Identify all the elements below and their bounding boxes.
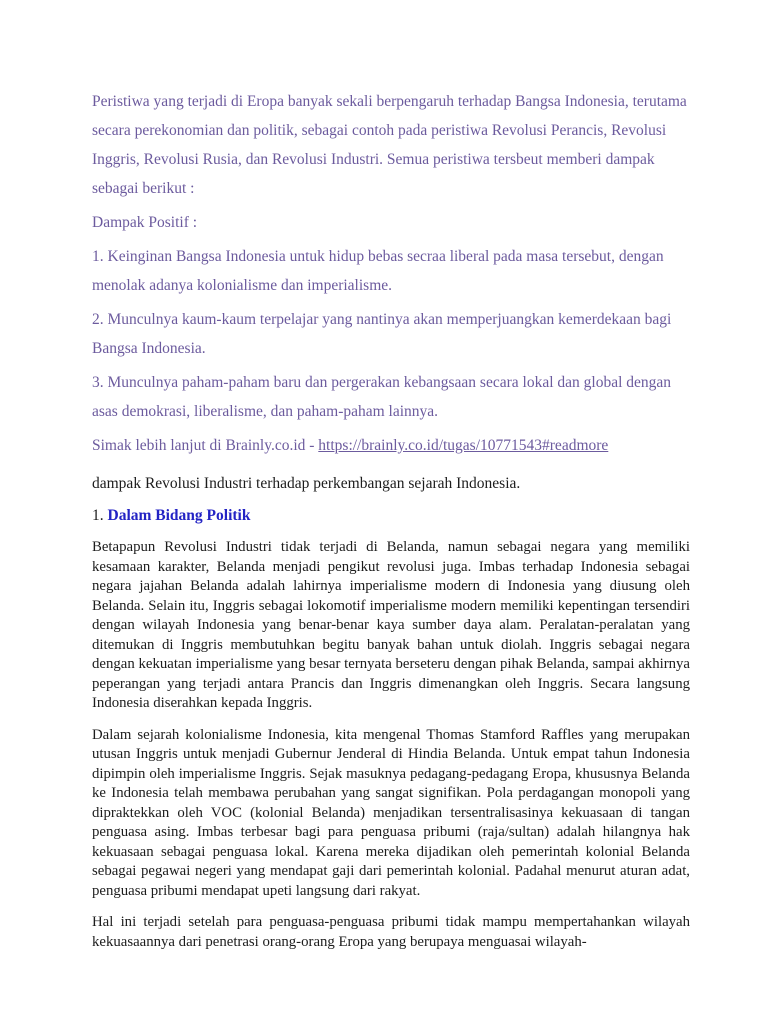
- section-heading: [92, 505, 690, 527]
- heading-title: Dalam Bidang Politik: [107, 507, 251, 524]
- positive-impact-item-2: 2. Munculnya kaum-kaum terpelajar yang nantinya akan memperjuangkan kemerdekaan bagi Bangsa Indonesia.: [92, 311, 672, 357]
- brainly-link[interactable]: https://brainly.co.id/tugas/10771543#readmore: [318, 437, 609, 454]
- body-paragraph-2: Dalam sejarah kolonialisme Indonesia, kita mengenal Thomas Stamford Raffles yang merupakan utusan Inggris untuk menjadi Gubernur Jenderal di Hindia Belanda. Untuk empat tahun Indonesia dipimpin oleh imperialisme Inggris. Sejak masuknya pedagang-pedagang Eropa, khususnya Belanda ke Indonesia telah membawa perubahan yang sangat signifikan. Pola perdagangan monopoli yang dipraktekkan oleh VOC (kolonial Belanda) menjadikan tersentralisasinya kekuasaan di tangan penguasa asing. Imbas terbesar bagi para penguasa pribumi (raja/sultan) adalah hilangnya hak kekuasaan sebagai penguasa lokal. Karena mereka dijadikan oleh pemerintah kolonial Belanda sebagai pegawai negeri yang mendapat gaji dari pemerintah kolonial. Padahal menurut aturan adat, penguasa pribumi mendapat upeti langsung dari rakyat.: [92, 726, 690, 899]
- positive-impact-item-1: 1. Keinginan Bangsa Indonesia untuk hidup bebas secraa liberal pada masa tersebut, dengan menolak adanya kolonialisme dan imperialisme.: [92, 248, 664, 294]
- body-paragraph-1: Betapapun Revolusi Industri tidak terjadi di Belanda, namun sebagai negara yang memiliki kesamaan karakter, Belanda menjadi pengikut revolusi juga. Imbas terhadap Indonesia sebagai negara jajahan Belanda adalah lahirnya imperialisme modern di Indonesia yang diusung oleh Belanda. Selain itu, Inggris sebagai lokomotif imperialisme modern memiliki kepentingan tersendiri dengan wilayah Indonesia yang benar-benar kaya sumber daya alam. Peralatan-peralatan yang ditemukan di Inggris membutuhkan begitu banyak bahan untuk diolah. Inggris sebagai negara dengan kekuatan imperialisme yang besar ternyata berseteru dengan pihak Belanda, sampai akhirnya peperangan yang terjadi antara Prancis dan Inggris dimenangkan oleh Inggris. Secara langsung Indonesia diserahkan kepada Inggris.: [92, 539, 690, 711]
- section-lead: dampak Revolusi Industri terhadap perkembangan sejarah Indonesia.: [92, 475, 521, 492]
- body-paragraph-3: Hal ini terjadi setelah para penguasa-penguasa pribumi tidak mampu mempertahankan wilayah kekuasaannya dari penetrasi orang-orang Eropa yang berupaya menguasai wilayah-: [92, 914, 690, 950]
- positive-impact-label: Dampak Positif :: [92, 214, 198, 231]
- intro-paragraph: Peristiwa yang terjadi di Eropa banyak sekali berpengaruh terhadap Bangsa Indonesia, terutama secara perekonomian dan politik, sebagai contoh pada peristiwa Revolusi Perancis, Revolusi Inggris, Revolusi Rusia, dan Revolusi Industri. Semua peristiwa tersbeut memberi dampak sebagai berikut :: [92, 93, 687, 197]
- heading-number: 1.: [92, 507, 108, 524]
- source-prefix: Simak lebih lanjut di Brainly.co.id -: [92, 437, 319, 454]
- positive-impact-item-3: 3. Munculnya paham-paham baru dan pergerakan kebangsaan secara lokal dan global dengan asas demokrasi, liberalisme, dan paham-paham lainnya.: [92, 374, 672, 420]
- document-content: [92, 87, 690, 952]
- source-line: [92, 431, 690, 460]
